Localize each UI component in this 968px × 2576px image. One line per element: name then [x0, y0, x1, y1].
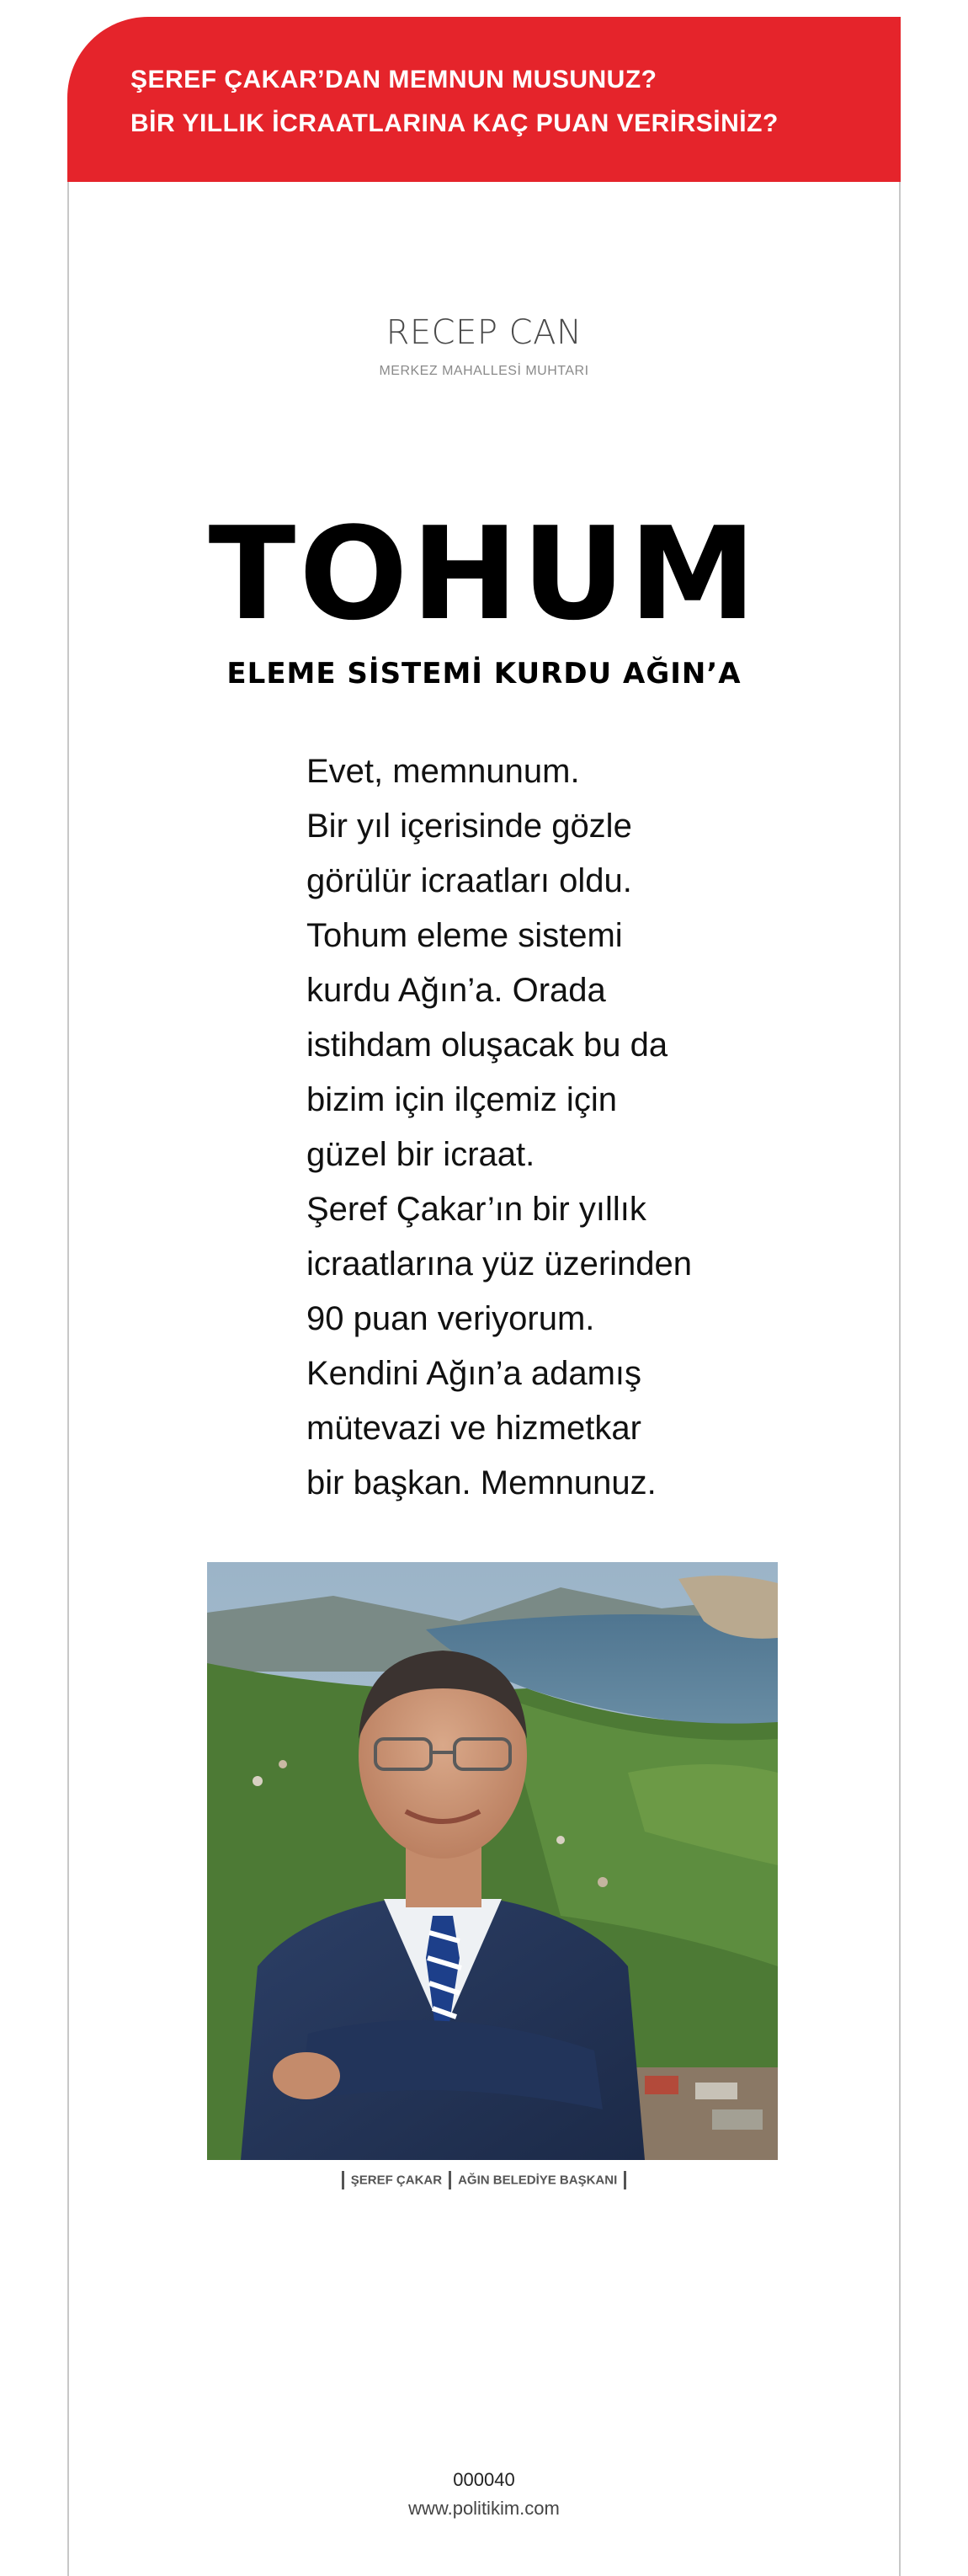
caption-divider — [624, 2171, 626, 2189]
answer-line: istihdam oluşacak bu da — [306, 1027, 668, 1064]
answer-line: Bir yıl içerisinde gözle — [306, 808, 632, 845]
answer-line: Şeref Çakar’ın bir yıllık — [306, 1191, 646, 1228]
answer-line: icraatlarına yüz üzerinden — [306, 1245, 693, 1283]
answer-line: Evet, memnunum. — [306, 753, 580, 790]
answer-line: 90 puan veriyorum. — [306, 1300, 595, 1337]
photo-caption — [0, 2171, 968, 2189]
interviewee-name: RECEP CAN — [386, 313, 582, 352]
caption-title: AĞIN BELEDİYE BAŞKANI — [458, 2173, 618, 2188]
answer-line: bir başkan. Memnunuz. — [306, 1464, 657, 1501]
answer-line: Kendini Ağın’a adamış — [306, 1355, 642, 1392]
answer-line: görülür icraatları oldu. — [306, 862, 632, 899]
answer-line: Tohum eleme sistemi — [306, 917, 623, 954]
answer-line: kurdu Ağın’a. Orada — [306, 972, 606, 1009]
banner-question-line-1: ŞEREF ÇAKAR’DAN MEMNUN MUSUNUZ? — [130, 66, 657, 93]
interviewee-role: MERKEZ MAHALLESİ MUHTARI — [379, 364, 589, 378]
headline: TOHUM — [208, 499, 760, 648]
banner-question-line-2: BİR YILLIK İCRAATLARINA KAÇ PUAN VERİRSİNİZ? — [130, 109, 779, 137]
answer-line: bizim için ilçemiz için — [306, 1081, 617, 1118]
subheadline: ELEME SİSTEMİ KURDU AĞIN’A — [226, 657, 742, 691]
mayor-photo — [207, 1562, 778, 2160]
interview-answer — [306, 744, 744, 1511]
website-url: www.politikim.com — [408, 2498, 560, 2519]
question-banner — [67, 17, 901, 182]
issue-number: 000040 — [453, 2469, 515, 2490]
caption-divider — [449, 2171, 451, 2189]
caption-name: ŞEREF ÇAKAR — [350, 2173, 443, 2188]
answer-line: mütevazi ve hizmetkar — [306, 1410, 641, 1447]
caption-divider — [342, 2171, 344, 2189]
answer-line: güzel bir icraat. — [306, 1136, 535, 1173]
